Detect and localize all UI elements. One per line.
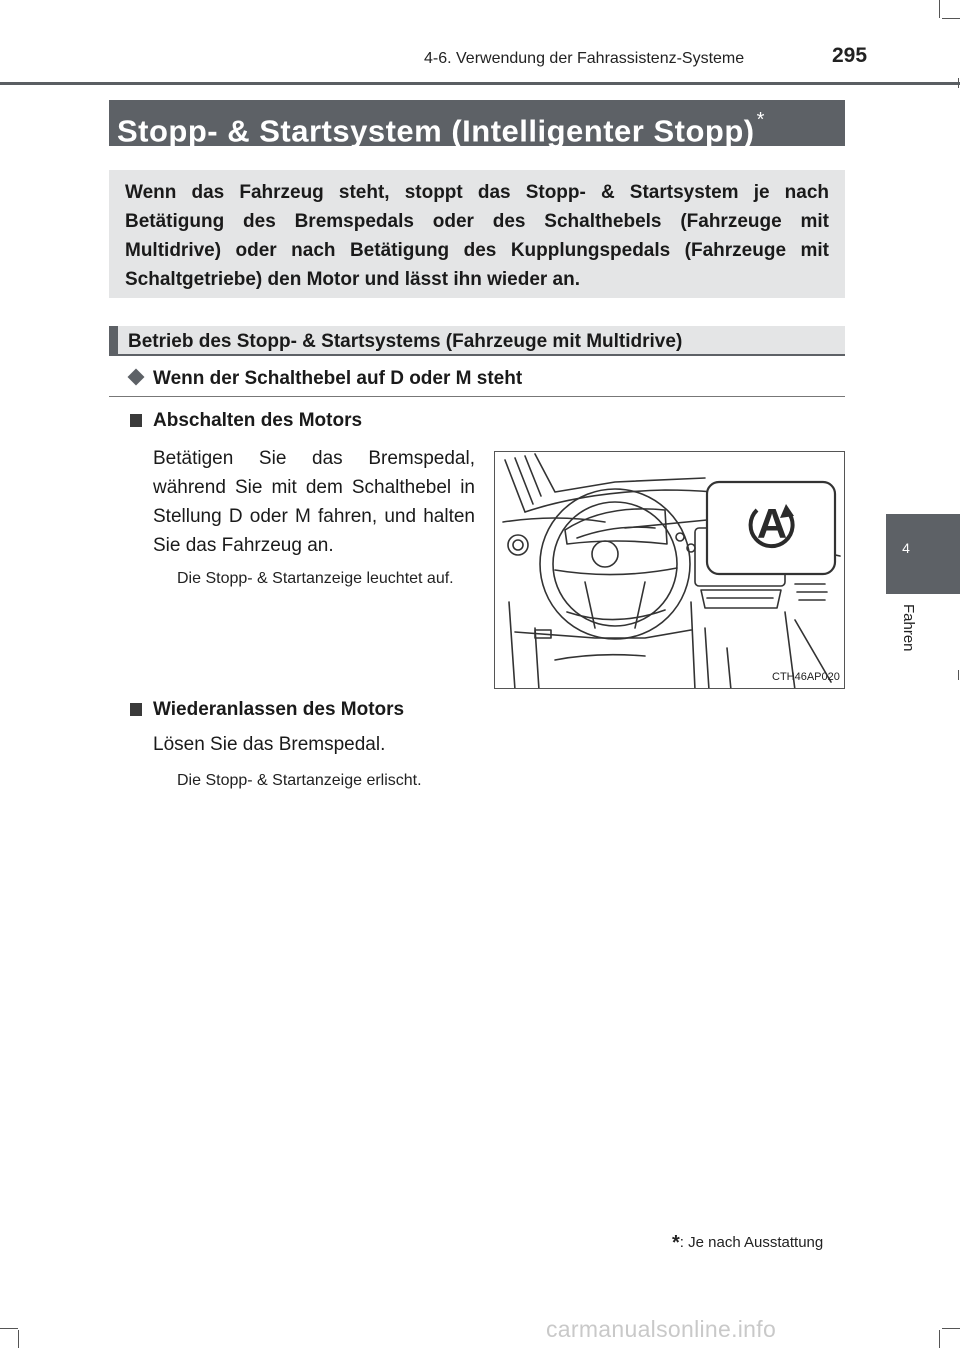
chapter-number: 4 — [902, 540, 910, 556]
watermark: carmanualsonline.info — [546, 1316, 777, 1342]
block-heading-stop: Abschalten des Motors — [153, 410, 363, 431]
dashboard-drawing — [495, 452, 845, 689]
block-note-restart: Die Stopp- & Startanzeige erlischt. — [177, 772, 422, 789]
crop-mark — [942, 1328, 960, 1329]
crop-mark — [0, 1328, 18, 1329]
crop-mark — [958, 670, 959, 680]
crop-mark — [18, 1330, 19, 1348]
subheading-rule — [109, 396, 845, 397]
page-title — [109, 100, 845, 149]
footnote — [672, 1232, 823, 1255]
square-bullet-icon — [130, 414, 142, 427]
diamond-bullet-icon — [128, 369, 145, 386]
block-note-stop: Die Stopp- & Startanzeige leuchtet auf. — [177, 570, 454, 587]
crop-mark — [939, 0, 940, 18]
subheading: Wenn der Schalthebel auf D oder M steht — [153, 368, 523, 389]
title-asterisk: * — [756, 109, 765, 131]
header-rule — [0, 82, 960, 85]
footnote-asterisk: * — [672, 1232, 680, 1254]
callout-letter: A — [756, 500, 788, 547]
block-body-restart: Lösen Sie das Bremspedal. — [153, 734, 386, 755]
crop-mark — [939, 1330, 940, 1348]
crop-mark — [942, 18, 960, 19]
dashboard-illustration — [494, 451, 845, 689]
chapter-label: Fahren — [900, 604, 917, 652]
intro-box — [109, 170, 845, 298]
square-bullet-icon — [130, 703, 142, 716]
intro-text: Wenn das Fahrzeug steht, stoppt das Stopp- & Startsystem je nach Betätigung des Bremspedals oder des Schalthebels (Fahrzeuge mit Multidrive) oder nach Betätigung des Kupplungspedals (Fahrzeuge mit Schaltgetriebe) den Motor und lässt ihn wieder an. — [125, 182, 829, 290]
block-body-stop: Betätigen Sie das Bremspedal, während Sie mit dem Schalthebel in Stellung D oder M fahren, und halten Sie das Fahrzeug an. — [153, 448, 475, 556]
figure-code: CTH46AP020 — [772, 671, 840, 683]
footnote-text: : Je nach Ausstattung — [679, 1234, 824, 1251]
block-heading-restart: Wiederanlassen des Motors — [153, 699, 405, 720]
page-title-text: Stopp- & Startsystem (Intelligenter Stopp) — [117, 113, 755, 149]
page-number: 295 — [832, 44, 868, 67]
section-heading: Betrieb des Stopp- & Startsystems (Fahrzeuge mit Multidrive) — [128, 331, 683, 352]
running-header: 4-6. Verwendung der Fahrassistenz-Systeme — [424, 50, 745, 67]
